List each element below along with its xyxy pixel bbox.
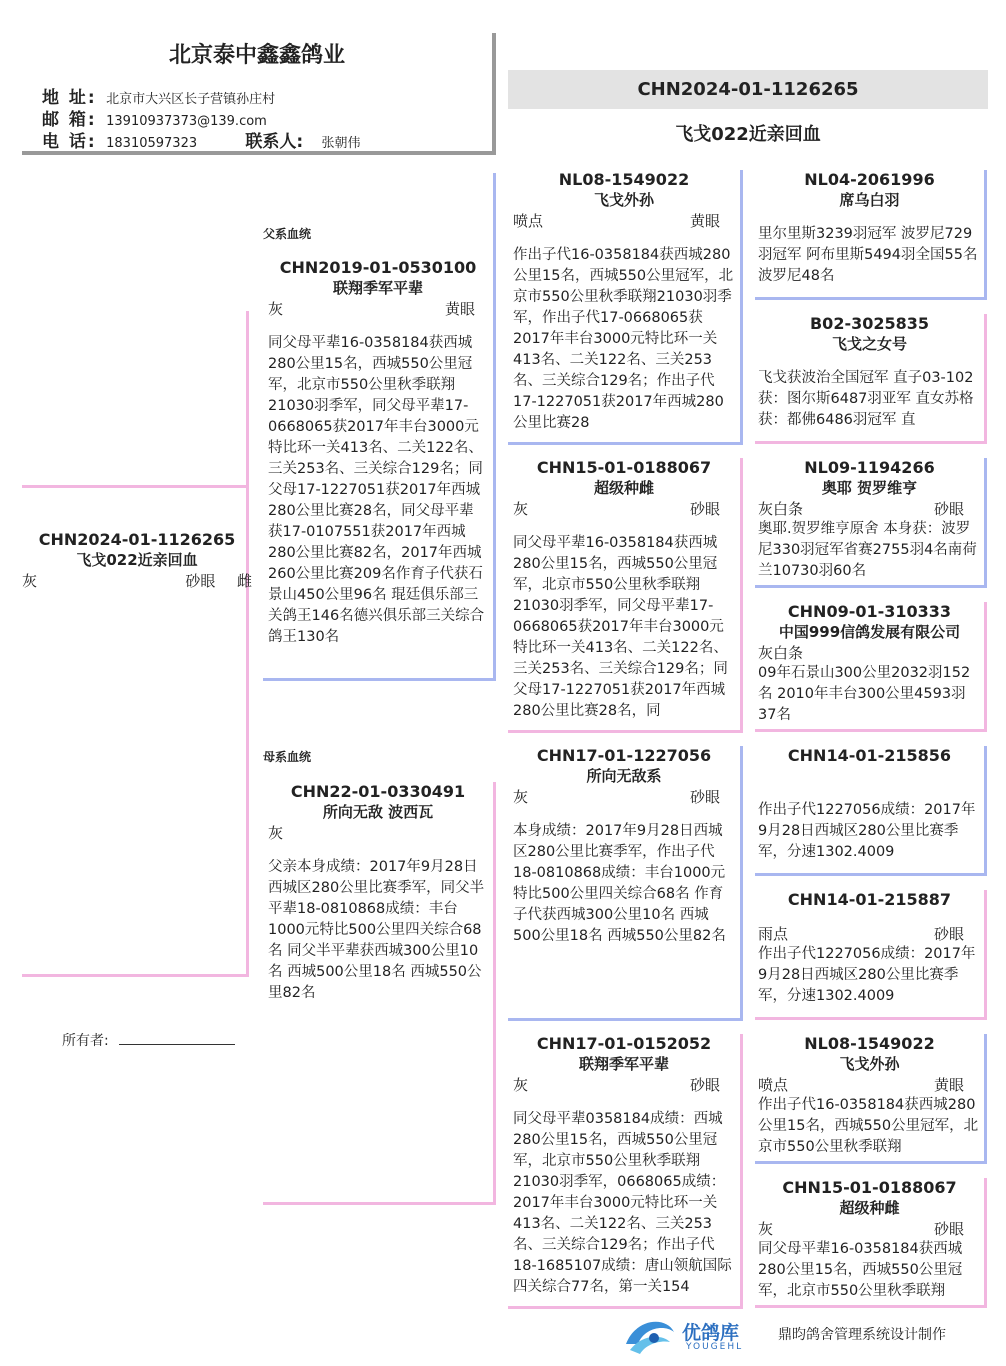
gen3-name: 联翔季军平辈 [578, 1055, 669, 1073]
gen4-ring: CHN09-01-310333 [787, 602, 952, 621]
sire-line-label: 父系血统 [263, 227, 312, 241]
gen4-eye: 砂眼 [933, 925, 964, 943]
gen3-eye: 砂眼 [689, 500, 720, 518]
dam-description: 父亲本身成绩：2017年9月28日西城区280公里比赛季军，同父半平辈18-0810868成绩：丰台1000元特比500公里四关综合68名 同父半平辈获西城300公里10名 西城500公里18名 西城550公里82名 [268, 859, 485, 1001]
gen4-name: 飞戈之女号 [831, 335, 907, 353]
dam-line-label: 母系血统 [263, 750, 312, 764]
gen4-description: 里尔里斯3239羽冠军 波罗尼729羽冠军 阿布里斯5494羽全国55名 波罗尼48名 [758, 226, 978, 284]
subject-name: 飞戈022近亲回血 [76, 551, 198, 569]
gen4-name: 超级种雌 [839, 1199, 900, 1217]
gen3-card-2 [508, 458, 743, 733]
gen4-name: 中国999信鸽发展有限公司 [778, 623, 961, 641]
gen4-ring: CHN14-01-215856 [787, 746, 952, 765]
subject-card [22, 530, 252, 591]
owner-label: 所有者: [62, 1033, 109, 1049]
gen3-eye: 砂眼 [689, 788, 720, 806]
logo-text: 优鸽库 [682, 1322, 740, 1344]
header-box [22, 33, 496, 155]
gen4-card-1 [755, 170, 987, 300]
sire-color: 灰 [268, 300, 284, 318]
gen3-eye: 砂眼 [689, 1076, 720, 1094]
sire-up-connector [493, 173, 496, 263]
gen3-ring: CHN15-01-0188067 [536, 458, 712, 477]
gen4-card-4 [755, 602, 987, 732]
gen3-color: 灰 [513, 788, 529, 806]
gen3-color: 喷点 [513, 212, 544, 230]
gen3-ring: CHN17-01-1227056 [536, 746, 712, 765]
subject-eye: 砂眼 [185, 572, 216, 590]
dam-card [263, 782, 496, 1205]
gen4-name: 奥耶 贺罗维亨 [821, 479, 918, 497]
gen4-ring: NL08-1549022 [804, 1034, 935, 1053]
yougehl-logo [620, 1314, 760, 1358]
owner-field [62, 1030, 235, 1050]
gen4-description: 作出子代1227056成绩：2017年9月28日西城区280公里比赛季军，分速1302.4009 [758, 946, 976, 1004]
gen4-color: 雨点 [758, 925, 789, 943]
sire-description: 同父母平辈16-0358184获西城280公里15名，西城550公里冠军，北京市550公里秋季联翔21030羽季军，同父母平辈17-0668065获2017年丰台3000元特比环一关413名、二关122名、三关253名、三关综合129名；同父母17-1227051获2017年西城280公里比赛28名，同父母平辈获17-0107551获2017年西城280公里比赛82名，2017年西城260公里比赛209名作育子代获石景山450公里96名 琨廷俱乐部三关鸽王146名德兴俱乐部三关综合鸽王130名 [268, 335, 485, 645]
gen4-description: 09年石景山300公里2032羽152名 2010年丰台300公里4593羽37名 [758, 665, 971, 723]
gen4-description: 作出子代16-0358184获西城280公里15名，西城550公里冠军，北京市550公里秋季联翔 [758, 1097, 979, 1155]
gen4-card-8 [755, 1178, 987, 1308]
gen3-name: 飞戈外孙 [593, 191, 654, 209]
subject-color: 灰 [22, 572, 38, 590]
contact-label: 联系人: [245, 132, 304, 152]
gen3-card-3 [508, 746, 743, 1021]
gen4-ring: NL09-1194266 [804, 458, 935, 477]
gen4-color: 灰白条 [758, 500, 804, 518]
gen4-eye: 黄眼 [933, 1076, 964, 1094]
gen4-description: 奥耶.贺罗维亨原舍 本身获：波罗尼330羽冠军省赛2755羽4名南荷兰10730羽60名 [758, 521, 977, 579]
gen4-ring: CHN14-01-215887 [787, 890, 952, 909]
gen3-card-4 [508, 1034, 743, 1309]
subject-ring: CHN2024-01-1126265 [38, 530, 236, 549]
main-ring-bar: CHN2024-01-1126265 [508, 70, 988, 109]
gen3-color: 灰 [513, 1076, 529, 1094]
contact-value: 张朝伟 [321, 136, 361, 151]
gen3-description: 本身成绩：2017年9月28日西城区280公里比赛季军，作出子代18-0810868成绩：丰台1000元特比500公里四关综合68名 作育子代获西城300公里10名 西城500公里18名 西城550公里82名 [513, 823, 726, 944]
gen3-name: 所向无敌系 [586, 767, 662, 785]
gen4-color: 喷点 [758, 1076, 789, 1094]
gen3-ring: CHN17-01-0152052 [536, 1034, 712, 1053]
footer-credit: 鼎昀鸽舍管理系统设计制作 [778, 1327, 946, 1343]
gen3-color: 灰 [513, 500, 529, 518]
gen4-description: 同父母平辈16-0358184获西城280公里15名，西城550公里冠军，北京市550公里秋季联翔 [758, 1241, 963, 1299]
gen4-description: 飞戈获波治全国冠军 直子03-102获：图尔斯6487羽亚军 直女苏格获：都佛6486羽冠军 直 [758, 370, 974, 428]
gen4-ring: CHN15-01-0188067 [782, 1178, 957, 1197]
phone-label: 电 话: [42, 132, 97, 152]
gen4-ring: NL04-2061996 [804, 170, 935, 189]
owner-blank [119, 1032, 235, 1045]
gen4-card-3 [755, 458, 987, 588]
subject-sex: 雌 [236, 572, 252, 590]
email-label: 邮 箱: [42, 110, 97, 130]
address-value: 北京市大兴区长子营镇孙庄村 [106, 92, 276, 107]
logo-subtext: YOUGEHL [686, 1342, 744, 1352]
dam-ring: CHN22-01-0330491 [290, 782, 466, 801]
sire-card [263, 258, 496, 681]
gen4-ring: B02-3025835 [809, 314, 930, 333]
company-name: 北京泰中鑫鑫鸽业 [168, 43, 345, 68]
gen4-card-7 [755, 1034, 987, 1164]
gen4-card-2 [755, 314, 987, 444]
sire-connector [22, 311, 249, 487]
gen3-ring: NL08-1549022 [558, 170, 690, 189]
phone-value: 18310597323 [106, 136, 198, 151]
gen3-description: 同父母平辈0358184成绩：西城280公里15名，西城550公里冠军，北京市550公里秋季联翔21030羽季军，0668065成绩：2017年丰台3000元特比环一关413名、二关122名、三关253名、三关综合129名；作出子代18-1685107成绩：唐山领航国际四关综合77名，第一关154 [513, 1111, 732, 1295]
gen4-color: 灰 [758, 1220, 774, 1238]
dam-color: 灰 [268, 824, 284, 842]
sire-eye: 黄眼 [444, 300, 475, 318]
gen4-description: 作出子代1227056成绩：2017年9月28日西城区280公里比赛季军，分速1302.4009 [758, 802, 976, 860]
sire-name: 联翔季军平辈 [332, 279, 423, 297]
gen3-card-1 [508, 170, 743, 445]
gen4-eye: 砂眼 [933, 1220, 964, 1238]
gen3-eye: 黄眼 [689, 212, 720, 230]
gen4-eye: 砂眼 [933, 500, 964, 518]
gen4-card-6 [755, 890, 987, 1020]
gen4-name: 飞戈外孙 [839, 1055, 900, 1073]
address-label: 地 址: [42, 88, 97, 108]
phone-row [42, 127, 361, 152]
swirl-logo-icon [620, 1314, 680, 1358]
gen3-description: 作出子代16-0358184获西城280公里15名，西城550公里冠军，北京市550公里秋季联翔21030羽季军，作出子代17-0668065获2017年丰台3000元特比环一关413名、二关122名、三关253名、三关综合129名；作出子代17-1227051获2017年西城280公里比赛28 [513, 247, 734, 431]
gen4-name: 席乌白羽 [839, 191, 900, 209]
gen3-name: 超级种雌 [593, 479, 654, 497]
main-title: 飞戈022近亲回血 [675, 124, 821, 145]
gen4-color: 灰白条 [758, 644, 804, 662]
sire-ring: CHN2019-01-0530100 [279, 258, 477, 277]
gen3-description: 同父母平辈16-0358184获西城280公里15名，西城550公里冠军，北京市550公里秋季联翔21030羽季军，同父母平辈17-0668065获2017年丰台3000元特比环一关413名、二关122名、三关253名、三关综合129名；同父母17-1227051获2017年西城280公里比赛28名，同 [513, 535, 728, 719]
email-value: 13910937373@139.com [106, 114, 267, 129]
gen4-card-5 [755, 746, 987, 876]
dam-name: 所向无敌 波西瓦 [322, 803, 434, 821]
